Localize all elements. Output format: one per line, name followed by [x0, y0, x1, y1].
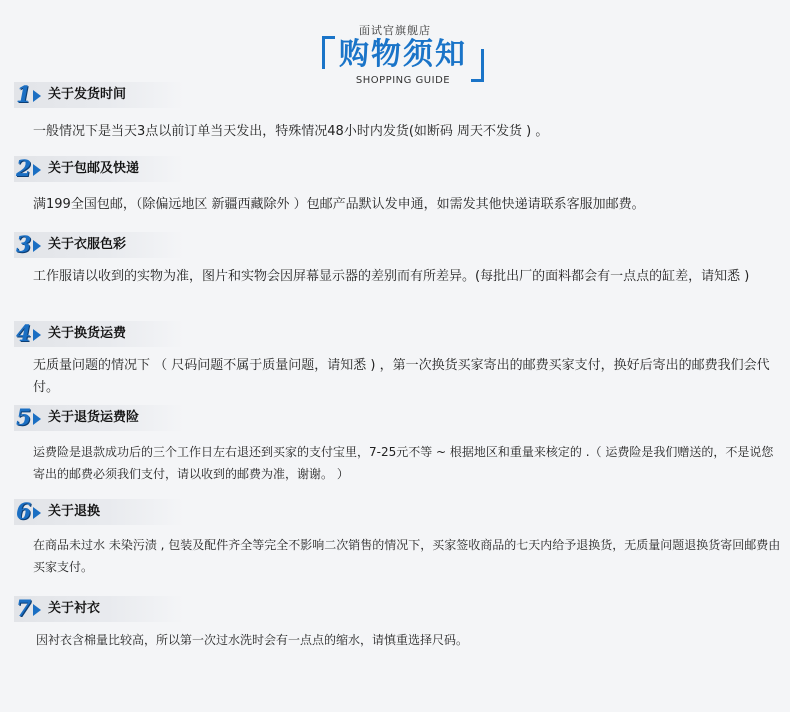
section-header — [14, 321, 184, 347]
page-header — [0, 0, 790, 92]
section-header — [14, 82, 184, 108]
section-return-insurance — [0, 405, 790, 495]
section-header — [14, 499, 184, 525]
section-body: 一般情况下是当天3点以前订单当天发出，特殊情况48小时内发货(如断码 周天不发货 ) 。 — [33, 124, 549, 139]
section-exchange-shipping — [0, 321, 790, 401]
section-body: 工作服请以收到的实物为准，图片和实物会因屏幕显示器的差别而有所差异。(每批出厂的面料都会有一点点的缸差，请知悉 ) — [33, 269, 750, 284]
section-number-badge: 3 — [16, 232, 32, 258]
arrow-icon — [33, 90, 41, 102]
section-header — [14, 596, 184, 622]
section-number-badge: 4 — [16, 321, 32, 347]
shop-name: 面试官旗舰店 — [359, 24, 431, 37]
section-header — [14, 232, 184, 258]
section-header — [14, 405, 184, 431]
arrow-icon — [33, 604, 41, 616]
section-clothing-color — [0, 232, 790, 312]
section-body: 因衬衣含棉量比较高，所以第一次过水洗时会有一点点的缩水，请慎重选择尺码。 — [36, 633, 469, 647]
arrow-icon — [33, 413, 41, 425]
section-title: 关于衬衣 — [48, 601, 101, 616]
title-block — [322, 36, 484, 86]
section-number-badge: 7 — [16, 596, 32, 622]
section-title: 关于退换 — [48, 504, 101, 519]
arrow-icon — [33, 240, 41, 252]
section-title: 关于换货运费 — [48, 326, 127, 341]
arrow-icon — [33, 329, 41, 341]
arrow-icon — [33, 507, 41, 519]
section-title: 关于包邮及快递 — [48, 161, 140, 176]
section-free-shipping — [0, 156, 790, 216]
section-body: 无质量问题的情况下 （ 尺码问题不属于质量问题，请知悉 ) ，第一次换货买家寄出的邮费买家支付，换好后寄出的邮费我们会代付。 — [33, 358, 770, 395]
section-number-badge: 5 — [16, 405, 32, 431]
section-number-badge: 2 — [16, 156, 32, 182]
section-title: 关于退货运费险 — [48, 410, 140, 425]
page-subtitle: SHOPPING GUIDE — [355, 75, 451, 86]
section-body: 在商品未过水 未染污渍 , 包装及配件齐全等完全不影响二次销售的情况下，买家签收商品的七天内给予退换货，无质量问题退换货寄回邮费由买家支付。 — [33, 538, 781, 574]
section-header — [14, 156, 184, 182]
section-body: 满199全国包邮，（除偏远地区 新疆西藏除外 ）包邮产品默认发申通，如需发其他快递请联系客服加邮费。 — [33, 197, 645, 212]
section-shipping-time — [0, 82, 790, 142]
section-returns-exchanges — [0, 499, 790, 583]
section-number-badge: 1 — [16, 82, 32, 108]
section-title: 关于发货时间 — [48, 87, 127, 102]
page-title: 购物须知 — [339, 37, 467, 72]
section-body: 运费险是退款成功后的三个工作日左右退还到买家的支付宝里，7-25元不等 ~ 根据地区和重量来核定的 .（ 运费险是我们赠送的，不是说您寄出的邮费必须我们支付，请以收到的邮费为准，谢谢。 ） — [33, 445, 774, 481]
arrow-icon — [33, 164, 41, 176]
section-number-badge: 6 — [16, 499, 32, 525]
section-shirts — [0, 596, 790, 656]
section-title: 关于衣服色彩 — [48, 237, 127, 252]
